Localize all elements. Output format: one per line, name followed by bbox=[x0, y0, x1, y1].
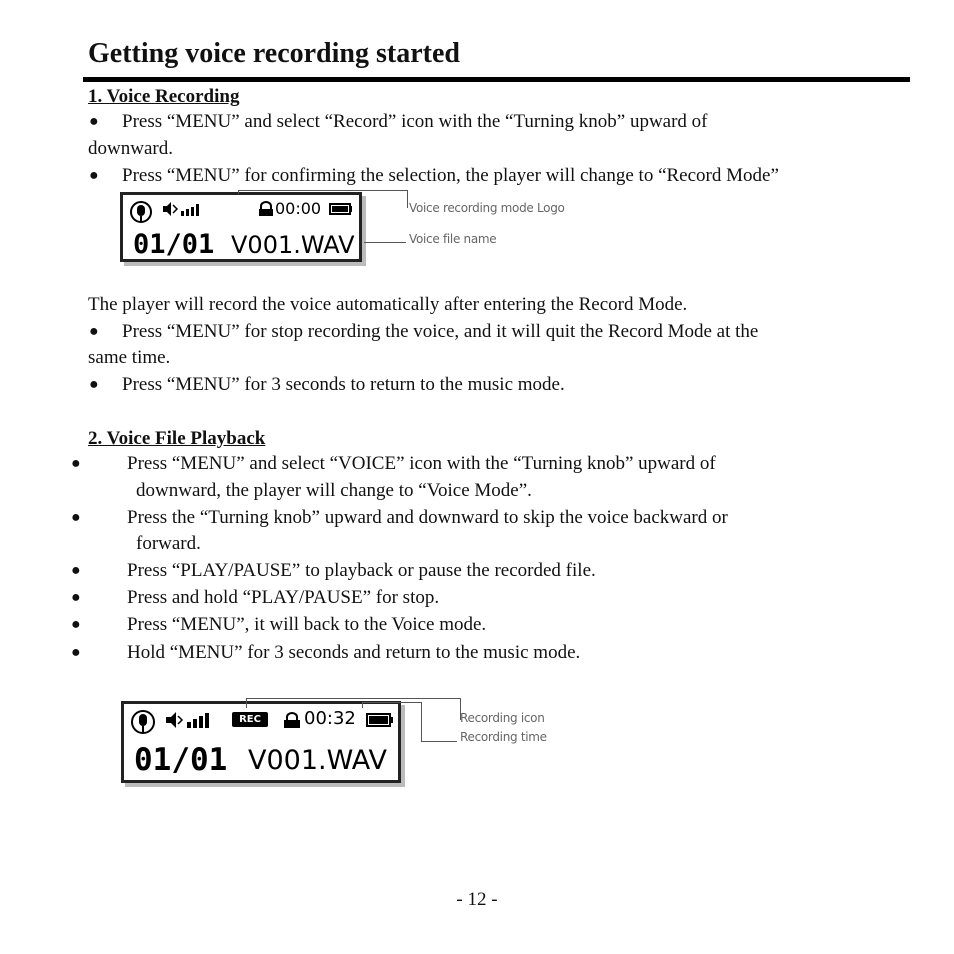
bullet: ● bbox=[71, 509, 81, 526]
lcd-screen bbox=[120, 192, 362, 262]
section-heading-voice-playback: 2. Voice File Playback bbox=[88, 428, 266, 449]
bullet-text: downward. bbox=[88, 138, 173, 159]
microphone-icon bbox=[130, 709, 156, 737]
bullet: ● bbox=[89, 376, 99, 393]
record-mode-screen-figure bbox=[118, 190, 584, 270]
speaker-volume-icon bbox=[164, 711, 216, 729]
bullet-text: Hold “MENU” for 3 seconds and return to the music mode. bbox=[127, 642, 581, 663]
annotation-label: Voice file name bbox=[409, 232, 497, 246]
bullet: ● bbox=[89, 323, 99, 340]
bullet-text: Press “MENU” for 3 seconds to return to the music mode. bbox=[122, 374, 565, 395]
bullet-text: Press “MENU” for confirming the selection, the player will change to “Record Mode” bbox=[122, 165, 779, 186]
section-heading-voice-recording: 1. Voice Recording bbox=[88, 86, 240, 107]
bullet-text: downward, the player will change to “Voice Mode”. bbox=[136, 480, 532, 501]
track-counter: 01/01 bbox=[133, 229, 215, 260]
annotation-label: Recording icon bbox=[460, 711, 545, 725]
lock-icon bbox=[257, 201, 275, 217]
rec-badge-icon: REC bbox=[232, 712, 268, 727]
bullet-text: Press “MENU” for stop recording the voice, and it will quit the Record Mode at the bbox=[122, 321, 759, 342]
record-time: 00:00 bbox=[275, 199, 322, 218]
bullet-text: Press “MENU” and select “VOICE” icon with the “Turning knob” upward of bbox=[127, 453, 716, 474]
bullet: ● bbox=[71, 589, 81, 606]
bullet-text: same time. bbox=[88, 347, 171, 368]
battery-icon bbox=[366, 713, 394, 727]
lcd-screen bbox=[121, 701, 401, 783]
speaker-volume-icon bbox=[161, 201, 205, 217]
bullet-text: Press and hold “PLAY/PAUSE” for stop. bbox=[127, 587, 440, 608]
bullet-text: Press the “Turning knob” upward and downward to skip the voice backward or bbox=[127, 507, 728, 528]
bullet-text: Press “PLAY/PAUSE” to playback or pause the recorded file. bbox=[127, 560, 596, 581]
file-name: V001.WAV bbox=[248, 745, 388, 776]
battery-icon bbox=[329, 203, 353, 215]
annotation-label: Voice recording mode Logo bbox=[409, 201, 565, 215]
bullet: ● bbox=[89, 113, 99, 130]
bullet-text: Press “MENU” and select “Record” icon with the “Turning knob” upward of bbox=[122, 111, 708, 132]
lock-icon bbox=[282, 711, 302, 729]
voice-mode-screen-figure bbox=[118, 698, 584, 792]
bullet: ● bbox=[71, 644, 81, 661]
bullet: ● bbox=[89, 167, 99, 184]
microphone-icon bbox=[129, 200, 153, 226]
bullet: ● bbox=[71, 455, 81, 472]
page-title: Getting voice recording started bbox=[88, 38, 460, 69]
track-counter: 01/01 bbox=[134, 742, 228, 778]
bullet: ● bbox=[71, 616, 81, 633]
bullet: ● bbox=[71, 562, 81, 579]
title-rule bbox=[83, 77, 910, 82]
page-number: - 12 - bbox=[456, 889, 498, 910]
paragraph: The player will record the voice automatically after entering the Record Mode. bbox=[88, 294, 688, 315]
recording-time: 00:32 bbox=[304, 708, 356, 729]
file-name: V001.WAV bbox=[231, 231, 355, 259]
annotation-label: Recording time bbox=[460, 730, 547, 744]
bullet-text: Press “MENU”, it will back to the Voice mode. bbox=[127, 614, 487, 635]
bullet-text: forward. bbox=[136, 533, 201, 554]
